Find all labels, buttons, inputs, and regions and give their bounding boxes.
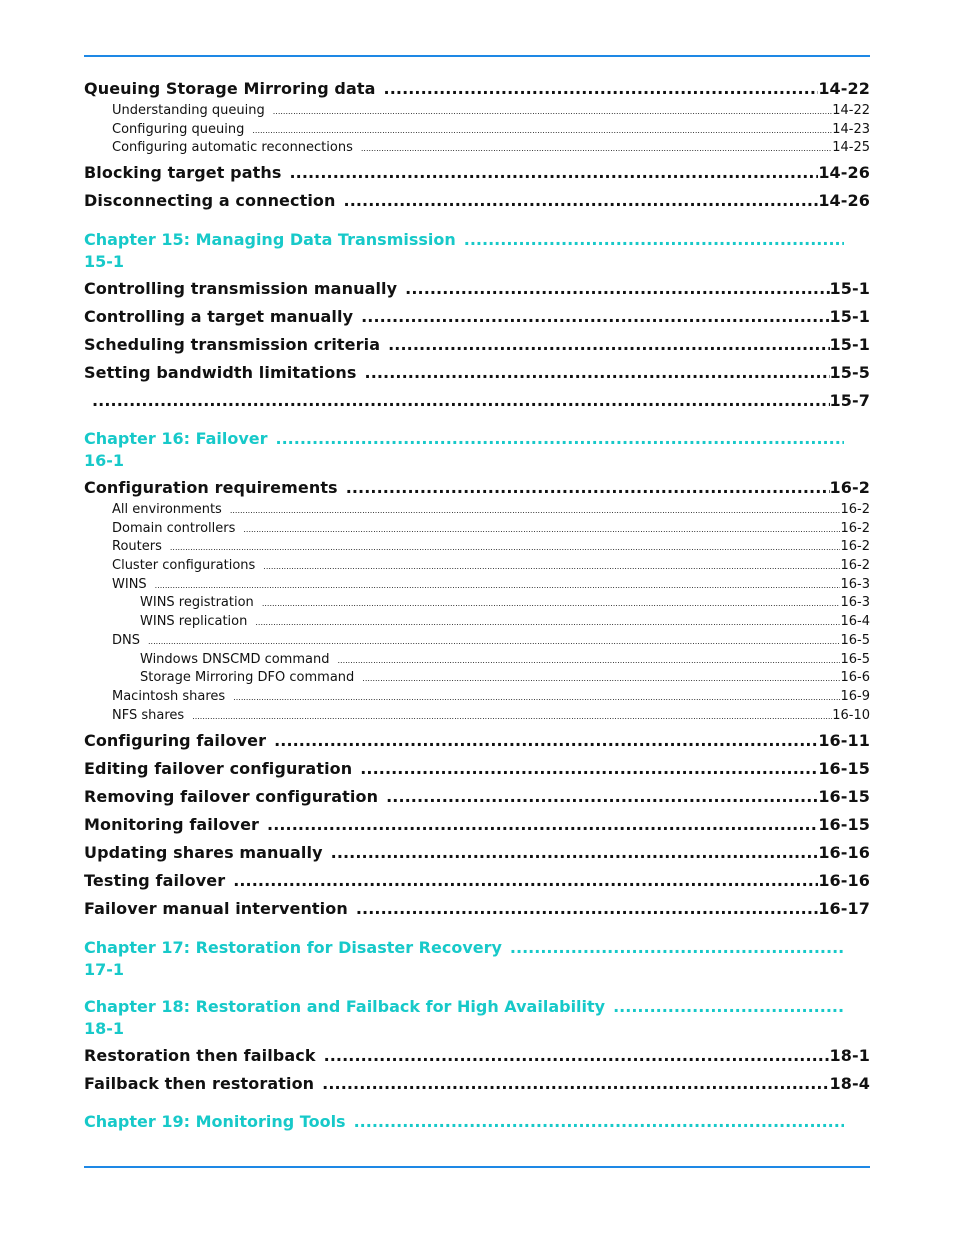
toc-entry-title: Configuring automatic reconnections xyxy=(112,140,353,155)
toc-subentry[interactable] xyxy=(84,103,870,118)
toc-entry-page: 18-1 xyxy=(829,1046,870,1065)
toc-entry-page: 14-22 xyxy=(818,79,870,98)
chapter-title: Chapter 19: Monitoring Tools xyxy=(84,1112,346,1131)
dot-leader xyxy=(255,614,840,629)
toc-entry-page: 16-2 xyxy=(840,558,870,573)
toc-subentry[interactable] xyxy=(84,633,870,648)
toc-subsubentry[interactable] xyxy=(84,652,870,667)
dot-leader xyxy=(274,731,818,750)
toc-entry[interactable] xyxy=(84,1046,870,1065)
dot-leader xyxy=(386,787,818,806)
toc-entry-title: WINS registration xyxy=(140,595,254,610)
toc-entry-title: NFS shares xyxy=(112,708,185,723)
chapter-page: 17-1 xyxy=(84,960,125,979)
toc-entry[interactable] xyxy=(84,787,870,806)
toc-entry-page: 16-9 xyxy=(840,689,870,704)
toc-entry-title: Configuration requirements xyxy=(84,478,338,497)
toc-subentry[interactable] xyxy=(84,502,870,517)
dot-leader xyxy=(360,759,818,778)
toc-entry-title: Configuring failover xyxy=(84,731,267,750)
dot-leader xyxy=(346,478,830,497)
toc-entry-page: 16-2 xyxy=(840,521,870,536)
dot-leader xyxy=(365,363,830,382)
toc-entry[interactable] xyxy=(84,391,870,410)
toc-entry-page: 16-16 xyxy=(818,871,870,890)
toc-entry-page: 16-17 xyxy=(818,899,870,918)
toc-entry-page: 16-4 xyxy=(840,614,870,629)
toc-subentry[interactable] xyxy=(84,140,870,155)
dot-leader xyxy=(273,103,832,118)
toc-entry-page: 16-2 xyxy=(840,539,870,554)
chapter-heading[interactable] xyxy=(84,937,844,981)
toc-entry-title: Configuring queuing xyxy=(112,122,245,137)
toc-entry-page: 16-11 xyxy=(818,731,870,750)
toc-entry[interactable] xyxy=(84,871,870,890)
toc-entry-title: Understanding queuing xyxy=(112,103,265,118)
dot-leader xyxy=(337,652,840,667)
dot-leader xyxy=(324,1046,830,1065)
toc-entry-title: Controlling a target manually xyxy=(84,307,354,326)
toc-entry-page: 16-15 xyxy=(818,815,870,834)
chapter-title: Chapter 16: Failover xyxy=(84,429,268,448)
toc-entry[interactable] xyxy=(84,191,870,210)
dot-leader xyxy=(613,996,844,1018)
toc-entry-page: 15-1 xyxy=(829,307,870,326)
toc-entry-title: Testing failover xyxy=(84,871,226,890)
dot-leader xyxy=(148,633,840,648)
toc-subentry[interactable] xyxy=(84,539,870,554)
dot-leader xyxy=(344,191,819,210)
toc-entry-title: Windows DNSCMD command xyxy=(140,652,330,667)
toc-entry[interactable] xyxy=(84,335,870,354)
toc-entry-title: Restoration then failback xyxy=(84,1046,316,1065)
toc-entry-page: 16-5 xyxy=(840,652,870,667)
chapter-page: 18-1 xyxy=(84,1019,125,1038)
dot-leader xyxy=(289,163,818,182)
chapter-heading[interactable] xyxy=(84,428,844,472)
dot-leader xyxy=(388,335,829,354)
dot-leader xyxy=(362,670,840,685)
dot-leader xyxy=(405,279,829,298)
chapter-page: 16-1 xyxy=(84,451,125,470)
dot-leader xyxy=(276,428,845,450)
toc-entry-title: Updating shares manually xyxy=(84,843,323,862)
toc-entry[interactable] xyxy=(84,1074,870,1093)
toc-entry[interactable] xyxy=(84,843,870,862)
toc-entry[interactable] xyxy=(84,478,870,497)
toc-subentry[interactable] xyxy=(84,689,870,704)
toc-entry[interactable] xyxy=(84,363,870,382)
toc-entry-title: Editing failover configuration xyxy=(84,759,353,778)
toc-entry-title: WINS replication xyxy=(140,614,248,629)
dot-leader xyxy=(243,521,840,536)
toc-entry-page: 16-5 xyxy=(840,633,870,648)
toc-subentry[interactable] xyxy=(84,521,870,536)
toc-entry[interactable] xyxy=(84,163,870,182)
toc-entry-page: 14-25 xyxy=(832,140,870,155)
toc-entry-title: Disconnecting a connection xyxy=(84,191,336,210)
toc-entry-page: 16-10 xyxy=(832,708,870,723)
dot-leader xyxy=(361,140,832,155)
toc-entry-page: 16-16 xyxy=(818,843,870,862)
toc-subentry[interactable] xyxy=(84,122,870,137)
toc-subentry[interactable] xyxy=(84,558,870,573)
toc-entry-title: Domain controllers xyxy=(112,521,236,536)
toc-entry-page: 15-7 xyxy=(829,391,870,410)
dot-leader xyxy=(267,815,818,834)
dot-leader xyxy=(322,1074,829,1093)
dot-leader xyxy=(361,307,829,326)
toc-entry-title: Removing failover configuration xyxy=(84,787,379,806)
dot-leader xyxy=(233,689,840,704)
dot-leader xyxy=(464,229,844,251)
toc-entry-page: 14-26 xyxy=(818,191,870,210)
toc-entry-title: Cluster configurations xyxy=(112,558,256,573)
toc-entry-page: 16-2 xyxy=(840,502,870,517)
toc-entry-page: 14-26 xyxy=(818,163,870,182)
toc-entry-page: 15-5 xyxy=(829,363,870,382)
toc-entry-title: Failover manual intervention xyxy=(84,899,348,918)
toc-entry-title: Routers xyxy=(112,539,162,554)
toc-entry[interactable] xyxy=(84,899,870,918)
toc-entry-page: 16-2 xyxy=(829,478,870,497)
toc-entry-page: 14-23 xyxy=(832,122,870,137)
toc-subentry[interactable] xyxy=(84,577,870,592)
toc-entry-page: 15-1 xyxy=(829,335,870,354)
toc-subsubentry[interactable] xyxy=(84,670,870,685)
toc-entry-title: Failback then restoration xyxy=(84,1074,315,1093)
toc-entry-page: 16-3 xyxy=(840,595,870,610)
chapter-heading[interactable] xyxy=(84,229,844,273)
dot-leader xyxy=(252,122,832,137)
bottom-rule xyxy=(84,1166,870,1168)
chapter-title: Chapter 17: Restoration for Disaster Recovery xyxy=(84,938,502,957)
toc-entry-page: 14-22 xyxy=(832,103,870,118)
dot-leader xyxy=(170,539,841,554)
dot-leader xyxy=(331,843,819,862)
toc-entry-title: WINS xyxy=(112,577,147,592)
toc-entry-page: 16-15 xyxy=(818,787,870,806)
chapter-title: Chapter 18: Restoration and Failback for High Availability xyxy=(84,997,606,1016)
dot-leader xyxy=(384,79,819,98)
dot-leader xyxy=(92,391,830,410)
chapter-page: 15-1 xyxy=(84,252,125,271)
chapter-title: Chapter 15: Managing Data Transmission xyxy=(84,230,456,249)
toc-entry-page: 16-6 xyxy=(840,670,870,685)
toc-subsubentry[interactable] xyxy=(84,614,870,629)
toc-entry-title: Setting bandwidth limitations xyxy=(84,363,357,382)
dot-leader xyxy=(354,1111,844,1133)
dot-leader xyxy=(192,708,832,723)
toc-entry-title: Blocking target paths xyxy=(84,163,282,182)
toc-entry-page: 15-1 xyxy=(829,279,870,298)
dot-leader xyxy=(230,502,841,517)
toc-entry[interactable] xyxy=(84,815,870,834)
chapter-heading[interactable] xyxy=(84,996,844,1040)
top-rule xyxy=(84,55,870,57)
toc-entry-page: 18-4 xyxy=(829,1074,870,1093)
toc-entry-title: DNS xyxy=(112,633,140,648)
toc-entry[interactable] xyxy=(84,79,870,98)
chapter-heading[interactable] xyxy=(84,1111,844,1133)
dot-leader xyxy=(262,595,841,610)
toc-entry-page: 16-3 xyxy=(840,577,870,592)
toc-entry[interactable] xyxy=(84,731,870,750)
toc-entry-title: All environments xyxy=(112,502,222,517)
dot-leader xyxy=(263,558,840,573)
dot-leader xyxy=(510,937,844,959)
toc-entry-title: Monitoring failover xyxy=(84,815,260,834)
toc-entry[interactable] xyxy=(84,307,870,326)
dot-leader xyxy=(233,871,818,890)
toc-subsubentry[interactable] xyxy=(84,595,870,610)
toc-entry-title: Scheduling transmission criteria xyxy=(84,335,381,354)
toc-entry-title: Controlling transmission manually xyxy=(84,279,398,298)
toc-entry-title: Macintosh shares xyxy=(112,689,226,704)
dot-leader xyxy=(356,899,818,918)
toc-entry[interactable] xyxy=(84,279,870,298)
toc-entry[interactable] xyxy=(84,759,870,778)
toc-subentry[interactable] xyxy=(84,708,870,723)
toc-entry-page: 16-15 xyxy=(818,759,870,778)
toc-entry-title: Storage Mirroring DFO command xyxy=(140,670,355,685)
dot-leader xyxy=(155,577,841,592)
toc-entry-title: Queuing Storage Mirroring data xyxy=(84,79,376,98)
